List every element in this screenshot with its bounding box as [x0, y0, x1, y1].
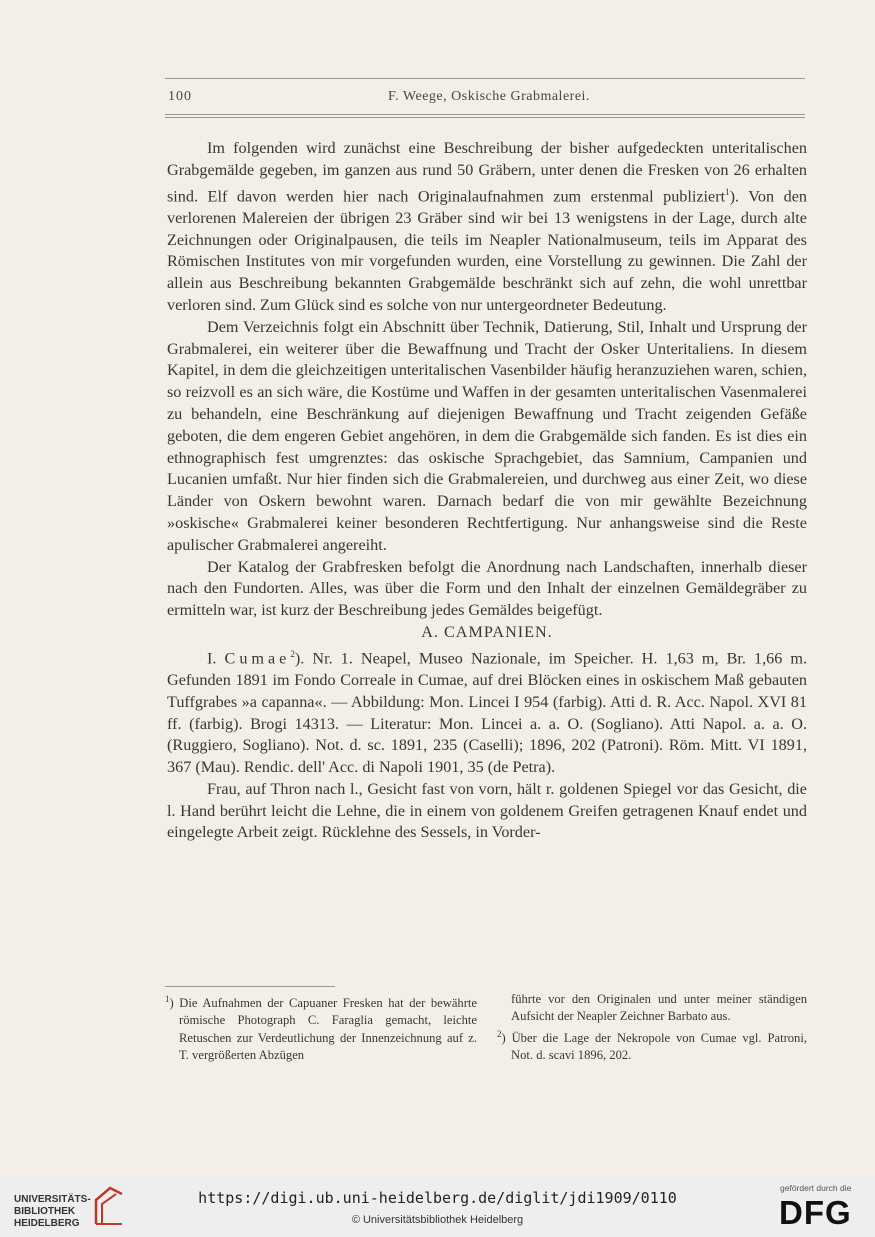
footnote-1 — [165, 991, 477, 1064]
paragraph-1 — [167, 138, 807, 317]
library-name-line-3: HEIDELBERG — [14, 1218, 80, 1229]
footnote-ref-2[interactable]: 2 — [290, 648, 295, 659]
running-title: F. Weege, Oskische Grabmalerei. — [388, 89, 590, 104]
footnote-rule — [165, 986, 335, 987]
paragraph-4 — [167, 644, 807, 779]
footnote-column-right — [497, 991, 807, 1064]
footnote-2 — [497, 1026, 807, 1065]
site-name: Cumae — [224, 649, 291, 668]
paragraph-1-text: Im folgenden wird zunächst eine Beschreibung der bisher aufgedeckten unteritalischen Grabgemälde gegeben, im ganzen aus rund 50 Gräbern, unter denen die Fresken von 26 erhalten sind. Elf davon werden hier nach Originalaufnahmen zum erstenmal publiziert — [167, 139, 807, 205]
paragraph-4-text: ). Nr. 1. Neapel, Museo Nazionale, im Speicher. H. 1,63 m, Br. 1,66 m. Gefunden 1891 im Fondo Correale in Cumae, auf drei Blöcken eines in oskischem Maß gebauten Tuffgrabes »a capanna«. — Abbildung: Mon. Lincei I 954 (farbig). Atti d. R. Acc. Napol. XVI 81 ff. (farbig). Brogi 14313. — Literatur: Mon. Lincei a. a. O. (Sogliano). Atti Napol. a. a. O. (Ruggiero, Sogliano). Not. d. sc. 1891, 235 (Caselli); 1896, 202 (Patroni). Röm. Mitt. VI 1891, 367 (Mau). Rendic. dell' Acc. di Napoli 1901, 35 (de Petra). — [167, 649, 808, 777]
header-top-rule — [165, 78, 805, 79]
footnote-2-mark: 2 — [497, 1028, 502, 1039]
footnote-column-left — [165, 991, 477, 1064]
copyright-text: © Universitätsbibliothek Heidelberg — [351, 1214, 524, 1226]
paragraph-3: Der Katalog der Grabfresken befolgt die Anordnung nach Landschaften, innerhalb dieser nach den Fundorten. Alles, was über die Form und den Inhalt der einzelnen Gemäldegräber zu ermitteln war, ist kurz der Beschreibung jedes Gemäldes beigefügt. — [167, 557, 807, 620]
header-bottom-rule — [165, 114, 805, 115]
paragraph-1-rest: ). Von den verlorenen Malereien der übrigen 23 Gräber sind wir bei 13 wenigstens in der Lage, durch alte Zeichnungen oder Originalpausen, die teils im Neapler Nationalmuseum, teils im Apparat des Römischen Institutes von mir vorgefunden wurden, eine Vorstellung zu gewinnen. Die Zahl der allein aus Beschreibung bekannten Grabgemälde beschränkt sich auf zehn, die wohl unrettbar verloren sind. Zum Glück sind es solche von nur untergeordneter Bedeutung. — [167, 186, 807, 314]
permalink-url[interactable]: https://digi.ub.uni-heidelberg.de/diglit/jdi1909/0110 — [198, 1189, 677, 1207]
main-text — [167, 138, 807, 844]
paragraph-2: Dem Verzeichnis folgt ein Abschnitt über Technik, Datierung, Stil, Inhalt und Ursprung der Grabmalerei, ein weiterer über die Bewaffnung und Tracht der Osker Unteritaliens. In diesem Kapitel, in dem die gleichzeitigen unteritalischen Vasenbilder häufig heranzuziehen waren, schien, so reizvoll es an sich wäre, die Kostüme und Waffen in der gesamten unteritalischen Vasenmalerei zu behandeln, eine Beschränkung auf diejenigen Bewaffnung und Tracht zeigenden Gefäße geboten, die dem engeren Gebiet angehören, in dem die Grabgemälde sich fanden. Es ist dies ein ethnographisch fest umgrenztes: das oskische Sprachgebiet, das Samnium, Campanien und Lucanien umfaßt. Nur hier finden sich die Grabmalereien, und durchweg aus einer Zeit, wo diese Länder von Oskern bewohnt waren. Darnach bedarf die von mir gewählte Bezeichnung »oskische« Grabmalerei keiner besonderen Rechtfertigung. Nur anhangsweise sind die Reste apulischer Grabmalerei angereiht. — [167, 317, 807, 554]
viewer-footer — [0, 1178, 875, 1237]
page-number: 100 — [168, 89, 192, 104]
dfg-logo[interactable]: DFG — [779, 1194, 852, 1231]
footnote-1-continued: führte vor den Originalen und unter meiner ständigen Aufsicht der Neapler Zeichner Barbato aus. — [511, 992, 807, 1024]
header-bottom-rule-2 — [165, 117, 805, 118]
footnote-ref-1[interactable]: 1 — [725, 186, 730, 197]
section-heading: A. CAMPANIEN. — [421, 622, 553, 641]
footnote-1-mark: 1 — [165, 994, 170, 1004]
entry-number: I. — [207, 649, 225, 668]
library-name-line-1: UNIVERSITÄTS- — [14, 1194, 91, 1205]
funding-note: gefördert durch die — [780, 1183, 852, 1193]
paragraph-5: Frau, auf Thron nach l., Gesicht fast von vorn, hält r. goldenen Spiegel vor das Gesicht, die l. Hand berührt leicht die Lehne, die in einem von goldenem Greifen getragenen Knauf endet und eingelegte Arbeit zeigt. Rücklehne des Sessels, in Vorder- — [167, 779, 807, 842]
footnote-2-text: ) Über die Lage der Nekropole von Cumae vgl. Patroni, Not. d. scavi 1896, 202. — [501, 1030, 807, 1063]
library-name-line-2: BIBLIOTHEK — [14, 1206, 76, 1217]
footnote-1-text: ) Die Aufnahmen der Capuaner Fresken hat der bewährte römische Photograph C. Faraglia gemacht, leichte Retuschen zur Verdeutlichung der Innenzeichnung auf z. T. vergrößerten Abzügen — [169, 996, 477, 1063]
